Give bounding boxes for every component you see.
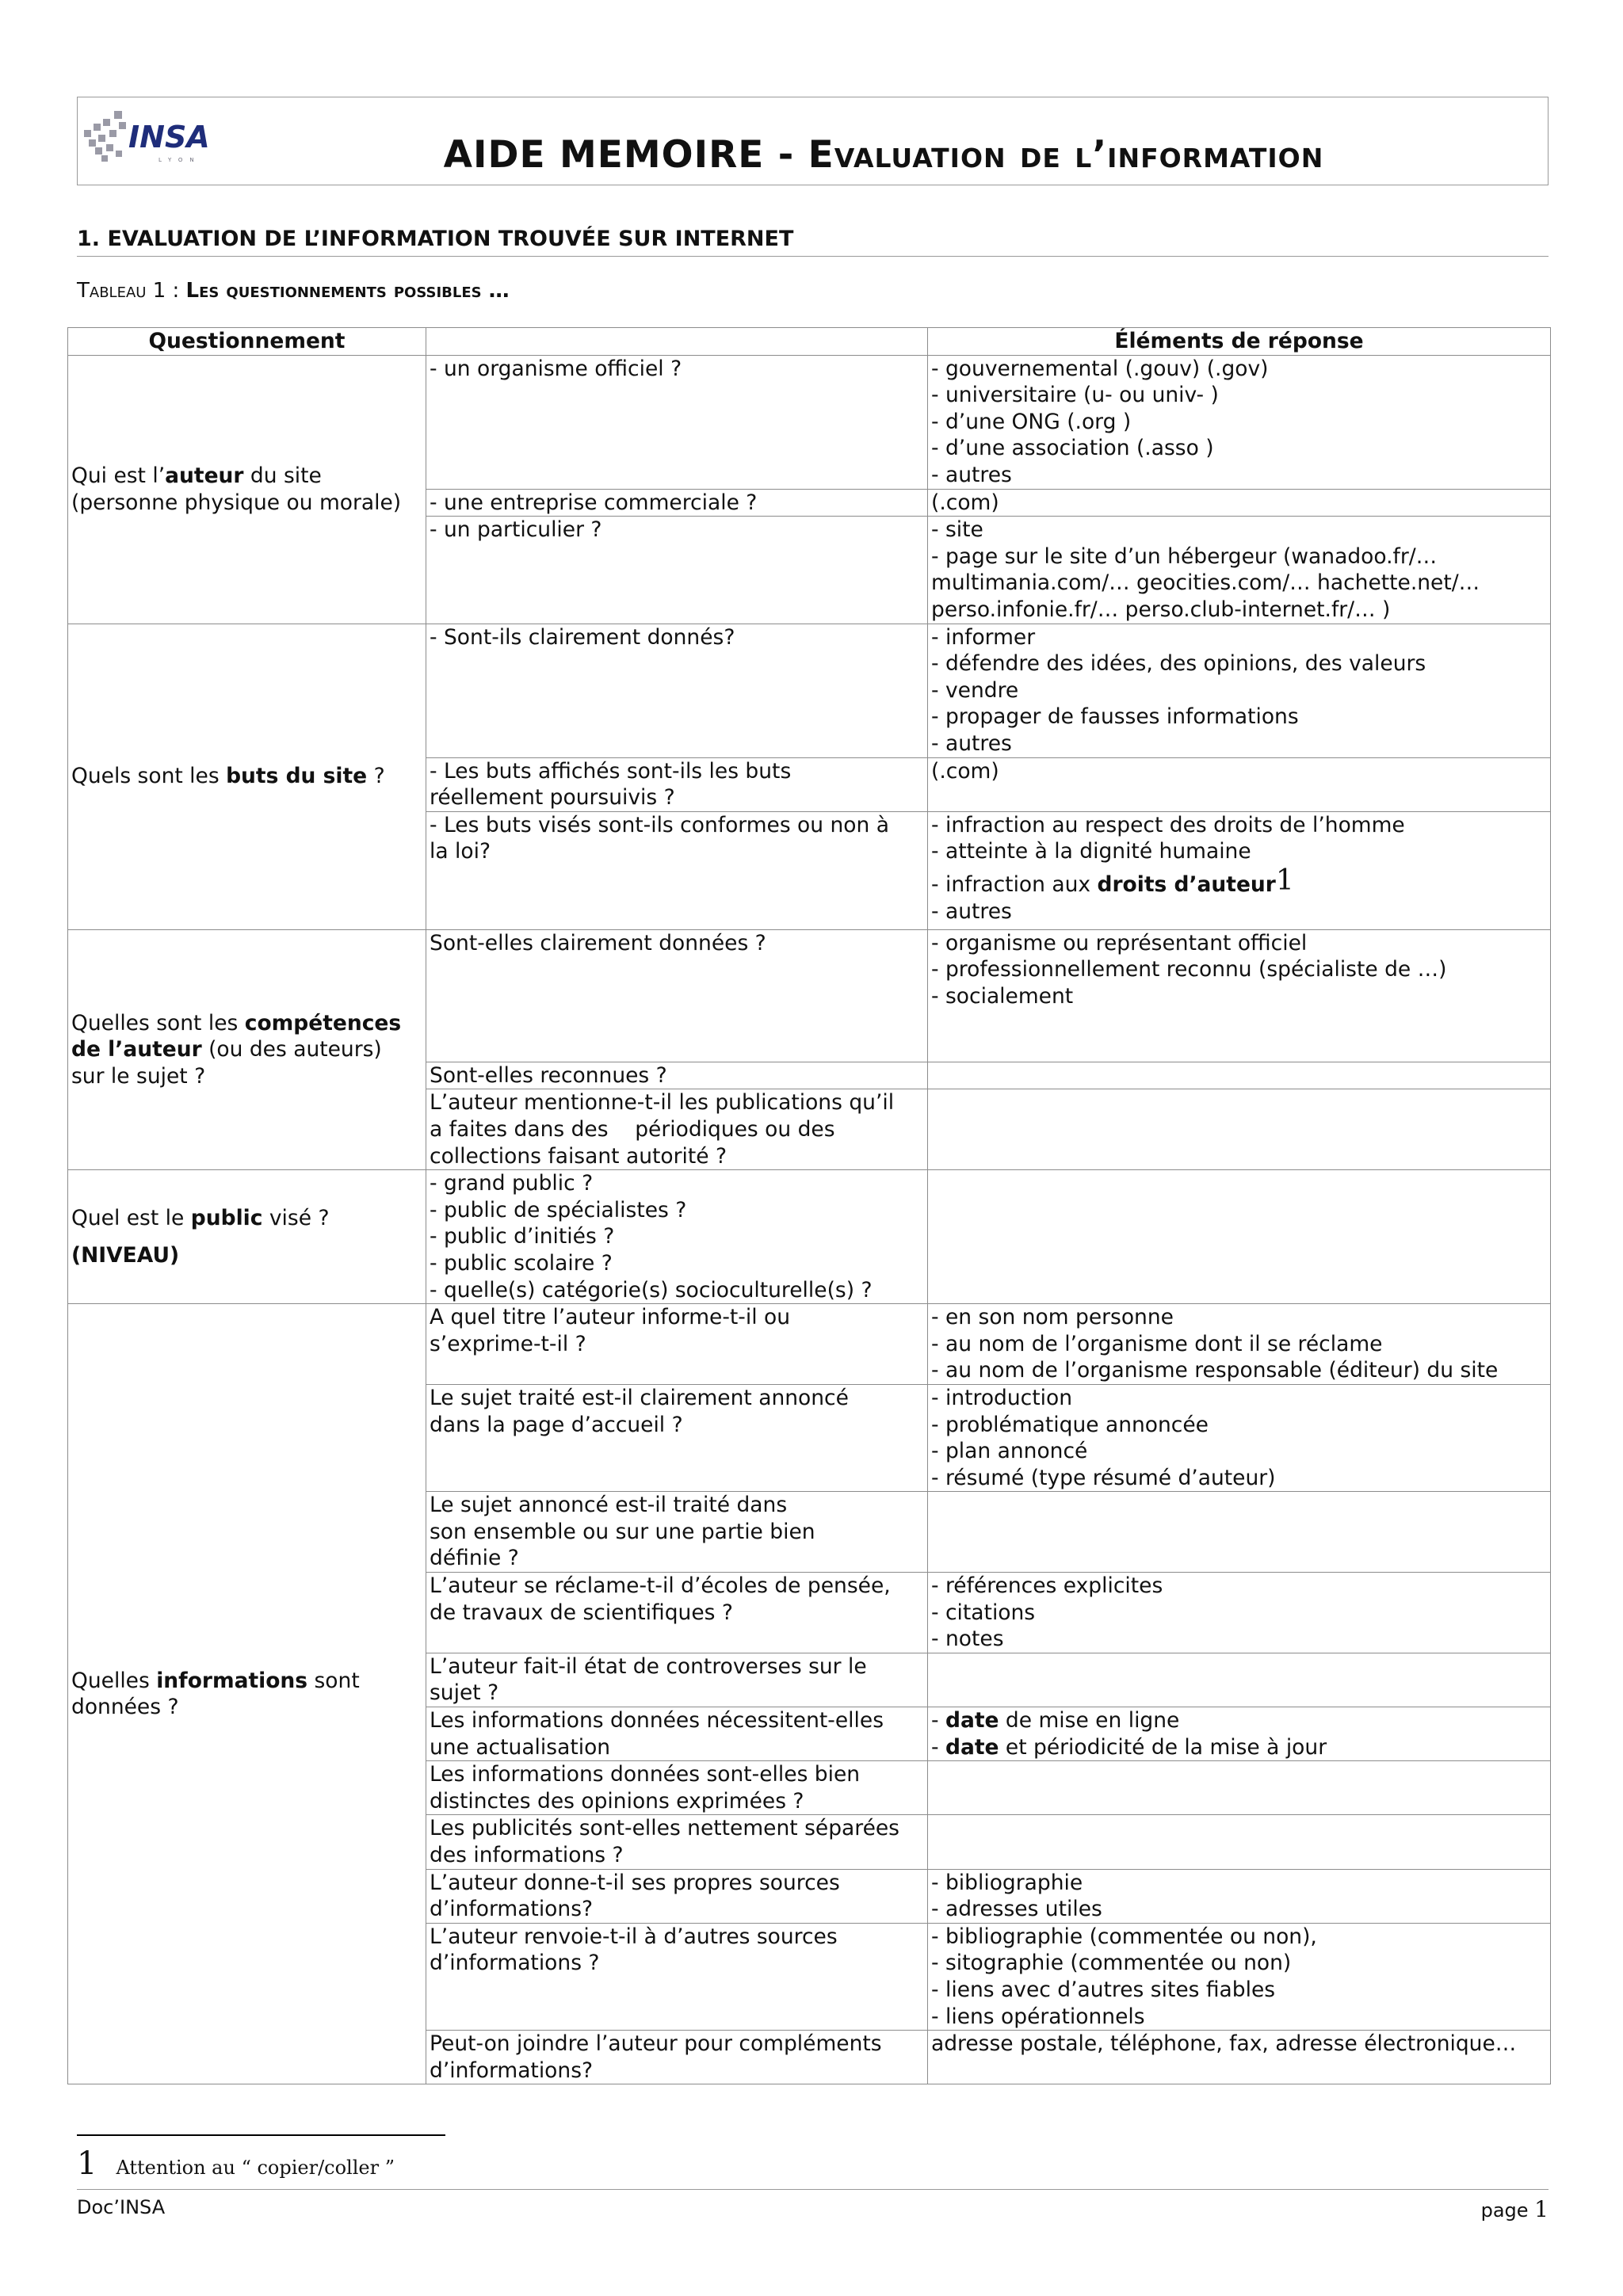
subquestion-cell: Peut-on joindre l’auteur pour compléments d’informations? (426, 2031, 928, 2084)
subquestion-cell: L’auteur mentionne-t-il les publications qu’il a faites dans des périodiques ou des collections faisant autorité ? (426, 1089, 928, 1170)
answer-cell: - références explicites - citations - notes (928, 1573, 1551, 1653)
header-empty (426, 328, 928, 356)
answer-cell: adresse postale, téléphone, fax, adresse électronique… (928, 2031, 1551, 2084)
subquestion-cell: - Les buts affichés sont-ils les buts réellement poursuivis ? (426, 757, 928, 811)
logo-subtext: LYON (158, 157, 201, 163)
subquestion-cell: Le sujet annoncé est-il traité dans son ensemble ou sur une partie bien définie ? (426, 1492, 928, 1573)
logo-text: INSA (128, 120, 210, 154)
subquestion-cell: - un organisme officiel ? (426, 355, 928, 489)
answer-cell (928, 1815, 1551, 1869)
table-row (68, 1170, 1551, 1304)
answer-cell: - gouvernemental (.gouv) (.gov) - universitaire (u- ou univ- ) - d’une ONG (.org ) - d’une association (.asso ) - autres (928, 355, 1551, 489)
footnote: 1 Attention au “ copier/coller ” (77, 2145, 395, 2182)
answer-cell (928, 1492, 1551, 1573)
question-buts: Quels sont les buts du site ? (68, 624, 426, 929)
answer-cell: - en son nom personne - au nom de l’organisme dont il se réclame - au nom de l’organisme responsable (éditeur) du site (928, 1304, 1551, 1385)
header-elements-reponse: Éléments de réponse (928, 328, 1551, 356)
answer-cell (928, 1089, 1551, 1170)
subquestion-cell: - une entreprise commerciale ? (426, 489, 928, 517)
subquestion-cell: - Les buts visés sont-ils conformes ou non à la loi? (426, 811, 928, 929)
answer-cell (928, 1170, 1551, 1304)
table-row (68, 355, 1551, 489)
document-title: AIDE MEMOIRE - Evaluation de l’information (443, 133, 1324, 177)
table-row (68, 624, 1551, 757)
subquestion-cell: Les informations données nécessitent-elles une actualisation (426, 1707, 928, 1761)
table-caption: Tableau 1 : Les questionnements possibles … (77, 279, 510, 303)
section-heading: 1. EVALUATION DE L’INFORMATION TROUVÉE SUR INTERNET (77, 227, 794, 251)
header-questionnement: Questionnement (68, 328, 426, 356)
section-divider (77, 256, 1549, 257)
question-informations: Quelles informations sont données ? (68, 1304, 426, 2084)
question-public: Quel est le public visé ? (NIVEAU) (68, 1170, 426, 1304)
answer-cell (928, 1653, 1551, 1707)
question-competences: Quelles sont les compétences de l’auteur (ou des auteurs) sur le sujet ? (68, 929, 426, 1169)
subquestion-cell: L’auteur fait-il état de controverses sur le sujet ? (426, 1653, 928, 1707)
table-row (68, 1304, 1551, 1385)
footnote-reference: 1 (1275, 864, 1294, 897)
footer-doc-name: Doc’INSA (77, 2196, 166, 2218)
subquestion-cell: A quel titre l’auteur informe-t-il ou s’exprime-t-il ? (426, 1304, 928, 1385)
answer-cell: - infraction au respect des droits de l’homme - atteinte à la dignité humaine - infraction aux droits d’auteur1 - autres (928, 811, 1551, 929)
subquestion-cell: Les publicités sont-elles nettement séparées des informations ? (426, 1815, 928, 1869)
footnote-divider (77, 2134, 445, 2136)
subquestion-cell: L’auteur renvoie-t-il à d’autres sources d’informations ? (426, 1923, 928, 2030)
subquestion-cell: L’auteur donne-t-il ses propres sources d’informations? (426, 1869, 928, 1923)
answer-cell: - informer - défendre des idées, des opinions, des valeurs - vendre - propager de fausses informations - autres (928, 624, 1551, 757)
question-auteur: Qui est l’auteur du site (personne physique ou morale) (68, 355, 426, 624)
answer-cell: (.com) (928, 757, 1551, 811)
subquestion-cell: Sont-elles clairement données ? (426, 929, 928, 1062)
answer-cell: - organisme ou représentant officiel - professionnellement reconnu (spécialiste de …) - socialement (928, 929, 1551, 1062)
table-header-row (68, 328, 1551, 356)
subquestion-cell: - grand public ? - public de spécialistes ? - public d’initiés ? - public scolaire ? - quelle(s) catégorie(s) socioculturelle(s) ? (426, 1170, 928, 1304)
answer-cell (928, 1062, 1551, 1089)
answer-cell: - bibliographie - adresses utiles (928, 1869, 1551, 1923)
subquestion-cell: Les informations données sont-elles bien distinctes des opinions exprimées ? (426, 1761, 928, 1815)
table-row (68, 929, 1551, 1062)
subquestion-cell: Sont-elles reconnues ? (426, 1062, 928, 1089)
answer-cell: - date de mise en ligne - date et périodicité de la mise à jour (928, 1707, 1551, 1761)
subquestion-cell: L’auteur se réclame-t-il d’écoles de pensée, de travaux de scientifiques ? (426, 1573, 928, 1653)
footer-divider (77, 2189, 1549, 2190)
footer-page-number: page 1 (1480, 2196, 1549, 2222)
evaluation-table (67, 327, 1551, 2084)
subquestion-cell: Le sujet traité est-il clairement annoncé dans la page d’accueil ? (426, 1384, 928, 1491)
answer-cell: - introduction - problématique annoncée - plan annoncé - résumé (type résumé d’auteur) (928, 1384, 1551, 1491)
answer-cell (928, 1761, 1551, 1815)
answer-cell: - bibliographie (commentée ou non), - sitographie (commentée ou non) - liens avec d’autres sites fiables - liens opérationnels (928, 1923, 1551, 2030)
answer-cell: - site - page sur le site d’un hébergeur (wanadoo.fr/… multimania.com/… geocities.com/… hachette.net/… perso.infonie.fr/… perso.club-internet.fr/… ) (928, 517, 1551, 624)
answer-cell: (.com) (928, 489, 1551, 517)
subquestion-cell: - un particulier ? (426, 517, 928, 624)
subquestion-cell: - Sont-ils clairement donnés? (426, 624, 928, 757)
insa-logo (79, 100, 222, 171)
